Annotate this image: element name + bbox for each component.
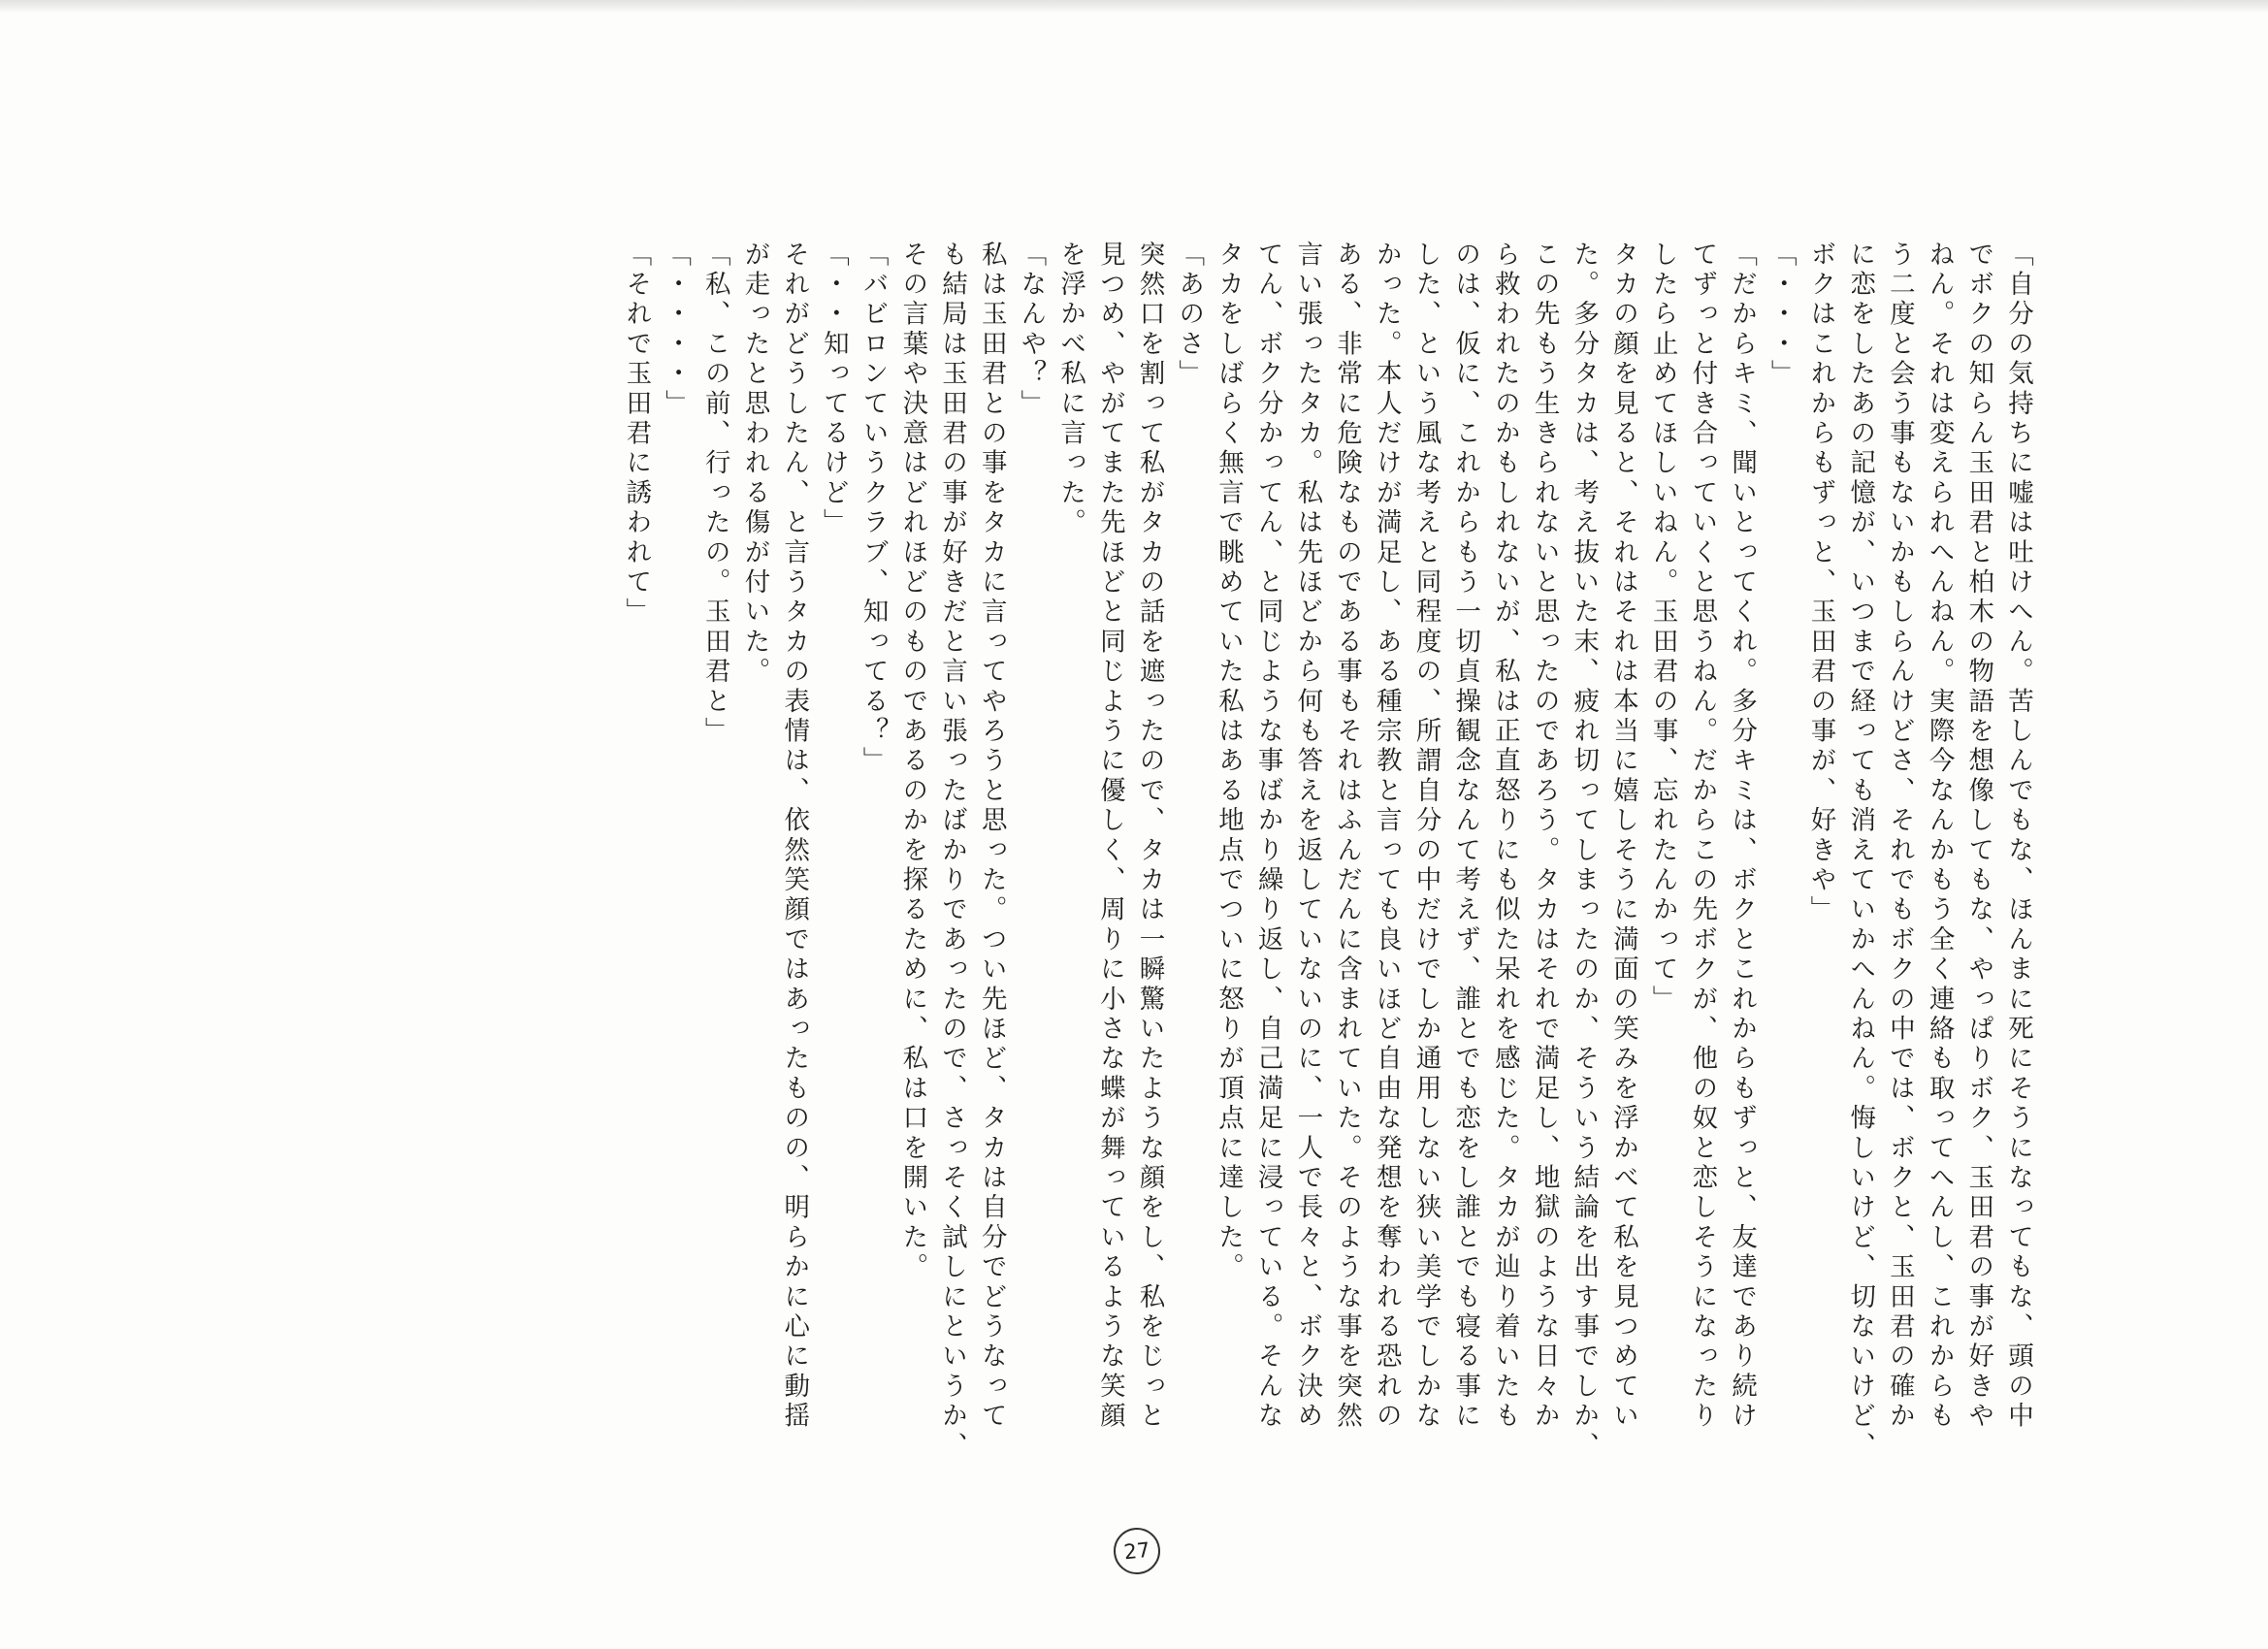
- vertical-text-body: [233, 241, 2037, 1482]
- text-line: 「あのさ」: [1174, 241, 1205, 390]
- text-line: 「バビロンていうクラブ、知ってる？」: [858, 241, 889, 777]
- text-line: ら救われたのかもしれないが、私は正直怒りにも似た呆れを感じた。タカが辿り着いたも: [1489, 241, 1520, 1432]
- text-line: 「・・・・」: [661, 241, 692, 420]
- text-line: 「自分の気持ちに嘘は吐けへん。苦しんでもな、ほんまに死にそうになってもな、頭の中: [2003, 241, 2033, 1432]
- text-line: てん、ボク分かってん、と同じような事ばかり繰り返し、自己満足に浸っている。そんな: [1252, 241, 1283, 1432]
- text-line: に恋をしたあの記憶が、いつまで経っても消えていかへんねん。悔しいけど、切ないけど、: [1845, 241, 1876, 1462]
- text-line: 「だからキミ、聞いとってくれ。多分キミは、ボクとこれからもずっと、友達であり続け: [1727, 241, 1758, 1432]
- text-line: それがどうしたん、と言うタカの表情は、依然笑顔ではあったものの、明らかに心に動揺: [779, 241, 810, 1432]
- text-line: 私は玉田君との事をタカに言ってやろうと思った。つい先ほど、タカは自分でどうなって: [976, 241, 1007, 1432]
- text-line: た。多分タカは、考え抜いた末、疲れ切ってしまったのか、そういう結論を出す事でしか、: [1569, 241, 1600, 1462]
- text-line: この先もう生きられないと思ったのであろう。タカはそれで満足し、地獄のような日々か: [1529, 241, 1560, 1432]
- text-line: タカの顔を見ると、それはそれは本当に嬉しそうに満面の笑みを浮かべて私を見つめてい: [1607, 241, 1638, 1432]
- text-line: てずっと付き合っていくと思うねん。だからこの先ボクが、他の奴と恋しそうになったり: [1687, 241, 1718, 1432]
- text-line: 「なんや？」: [1016, 241, 1047, 420]
- text-line: 言い張ったタカ。私は先ほどから何も答えを返していないのに、一人で長々と、ボク決め: [1292, 241, 1323, 1432]
- text-line: 「それで玉田君に誘われて」: [621, 241, 652, 629]
- text-line: ある、非常に危険なものである事もそれはふんだんに含まれていた。そのような事を突然: [1332, 241, 1363, 1432]
- text-line: が走ったと思われる傷が付いた。: [739, 241, 770, 688]
- text-line: う二度と会う事もないかもしらんけどさ、それでもボクの中では、ボクと、玉田君の確か: [1884, 241, 1915, 1432]
- text-line: ねん。それは変えられへんねん。実際今なんかもう全く連絡も取ってへんし、これからも: [1924, 241, 1955, 1432]
- text-line: 見つめ、やがてまた先ほどと同じように優しく、周りに小さな蝶が舞っているような笑顔: [1094, 241, 1125, 1432]
- text-line: したら止めてほしいねん。玉田君の事、忘れたんかって」: [1647, 241, 1678, 1016]
- text-line: を浮かべ私に言った。: [1055, 241, 1086, 538]
- text-line: かった。本人だけが満足し、ある種宗教と言っても良いほど自由な発想を奪われる恐れの: [1371, 241, 1402, 1432]
- text-line: でボクの知らん玉田君と柏木の物語を想像してもな、やっぱりボク、玉田君の事が好きや: [1963, 241, 1994, 1432]
- text-line: タカをしばらく無言で眺めていた私はある地点でついに怒りが頂点に達した。: [1213, 241, 1244, 1283]
- text-line: 「私、この前、行ったの。玉田君と」: [699, 241, 730, 747]
- scan-top-edge: [0, 0, 2268, 14]
- text-line: ボクはこれからもずっと、玉田君の事が、好きや」: [1805, 241, 1836, 926]
- text-line: した、という風な考えと同程度の、所謂自分の中だけでしか通用しない狭い美学でしかな: [1410, 241, 1442, 1432]
- text-line: 突然口を割って私がタカの話を遮ったので、タカは一瞬驚いたような顔をし、私をじっと: [1134, 241, 1165, 1432]
- text-line: 「・・知ってるけど」: [818, 241, 849, 538]
- text-line: 「・・・」: [1766, 241, 1797, 390]
- text-line: のは、仮に、これからもう一切貞操観念なんて考えず、誰とでも恋をし誰とでも寝る事に: [1450, 241, 1481, 1432]
- page-number: 27: [1112, 1526, 1163, 1577]
- text-line: その言葉や決意はどれほどのものであるのかを探るために、私は口を開いた。: [897, 241, 928, 1283]
- text-line: も結局は玉田君の事が好きだと言い張ったばかりであったので、さっそく試しにというか、: [937, 241, 968, 1462]
